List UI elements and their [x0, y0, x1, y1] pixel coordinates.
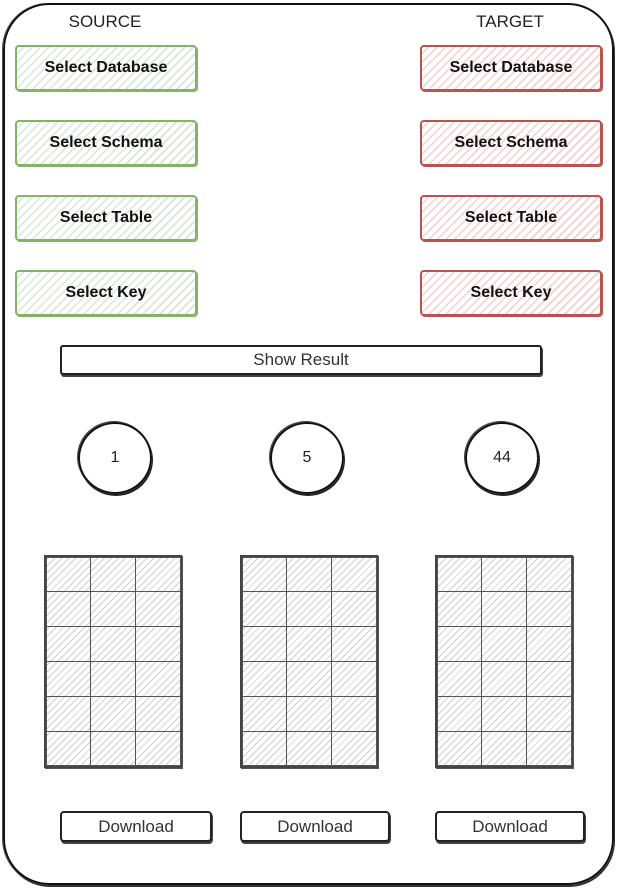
table-cell: [242, 591, 288, 627]
table-cell: [90, 696, 136, 732]
table-cell: [90, 626, 136, 662]
table-cell: [526, 626, 572, 662]
table-cell: [135, 696, 181, 732]
table-cell: [331, 626, 377, 662]
count-circle-3: 44: [465, 422, 539, 494]
download-button-1[interactable]: Download: [60, 811, 212, 842]
table-cell: [437, 591, 483, 627]
table-cell: [331, 661, 377, 697]
table-cell: [135, 626, 181, 662]
table-cell: [526, 731, 572, 767]
table-cell: [135, 731, 181, 767]
source-select-database-button[interactable]: Select Database: [15, 45, 197, 91]
table-cell: [46, 661, 92, 697]
table-cell: [331, 557, 377, 593]
table-cell: [437, 731, 483, 767]
table-cell: [46, 626, 92, 662]
table-cell: [242, 626, 288, 662]
table-cell: [526, 661, 572, 697]
download-button-3[interactable]: Download: [435, 811, 585, 842]
table-cell: [437, 557, 483, 593]
table-cell: [481, 661, 527, 697]
table-cell: [481, 591, 527, 627]
table-cell: [481, 731, 527, 767]
count-circle-2: 5: [270, 422, 344, 494]
table-cell: [90, 731, 136, 767]
table-cell: [46, 591, 92, 627]
table-cell: [286, 557, 332, 593]
table-cell: [286, 626, 332, 662]
target-select-table-button[interactable]: Select Table: [420, 195, 602, 241]
download-button-2[interactable]: Download: [240, 811, 390, 842]
table-cell: [242, 731, 288, 767]
table-cell: [437, 661, 483, 697]
table-cell: [242, 661, 288, 697]
source-select-schema-button[interactable]: Select Schema: [15, 120, 197, 166]
table-cell: [481, 557, 527, 593]
target-select-database-button[interactable]: Select Database: [420, 45, 602, 91]
table-cell: [135, 591, 181, 627]
table-cell: [526, 591, 572, 627]
table-cell: [286, 731, 332, 767]
table-cell: [286, 661, 332, 697]
result-table-2: [240, 555, 378, 768]
result-table-3: [435, 555, 573, 768]
target-select-key-button[interactable]: Select Key: [420, 270, 602, 316]
table-cell: [437, 696, 483, 732]
show-result-button[interactable]: Show Result: [60, 345, 542, 375]
table-cell: [90, 661, 136, 697]
count-circle-1: 1: [78, 422, 152, 494]
table-cell: [46, 557, 92, 593]
table-cell: [135, 557, 181, 593]
table-cell: [526, 557, 572, 593]
table-cell: [331, 591, 377, 627]
table-cell: [286, 591, 332, 627]
table-cell: [286, 696, 332, 732]
table-cell: [90, 591, 136, 627]
table-cell: [481, 626, 527, 662]
table-cell: [331, 731, 377, 767]
table-cell: [331, 696, 377, 732]
table-cell: [90, 557, 136, 593]
table-cell: [481, 696, 527, 732]
table-cell: [526, 696, 572, 732]
table-cell: [437, 626, 483, 662]
target-title: TARGET: [476, 12, 544, 31]
table-cell: [242, 696, 288, 732]
source-select-table-button[interactable]: Select Table: [15, 195, 197, 241]
target-select-schema-button[interactable]: Select Schema: [420, 120, 602, 166]
table-cell: [135, 661, 181, 697]
source-title: SOURCE: [68, 12, 142, 31]
table-cell: [242, 557, 288, 593]
source-select-key-button[interactable]: Select Key: [15, 270, 197, 316]
table-cell: [46, 696, 92, 732]
result-table-1: [44, 555, 182, 768]
table-cell: [46, 731, 92, 767]
